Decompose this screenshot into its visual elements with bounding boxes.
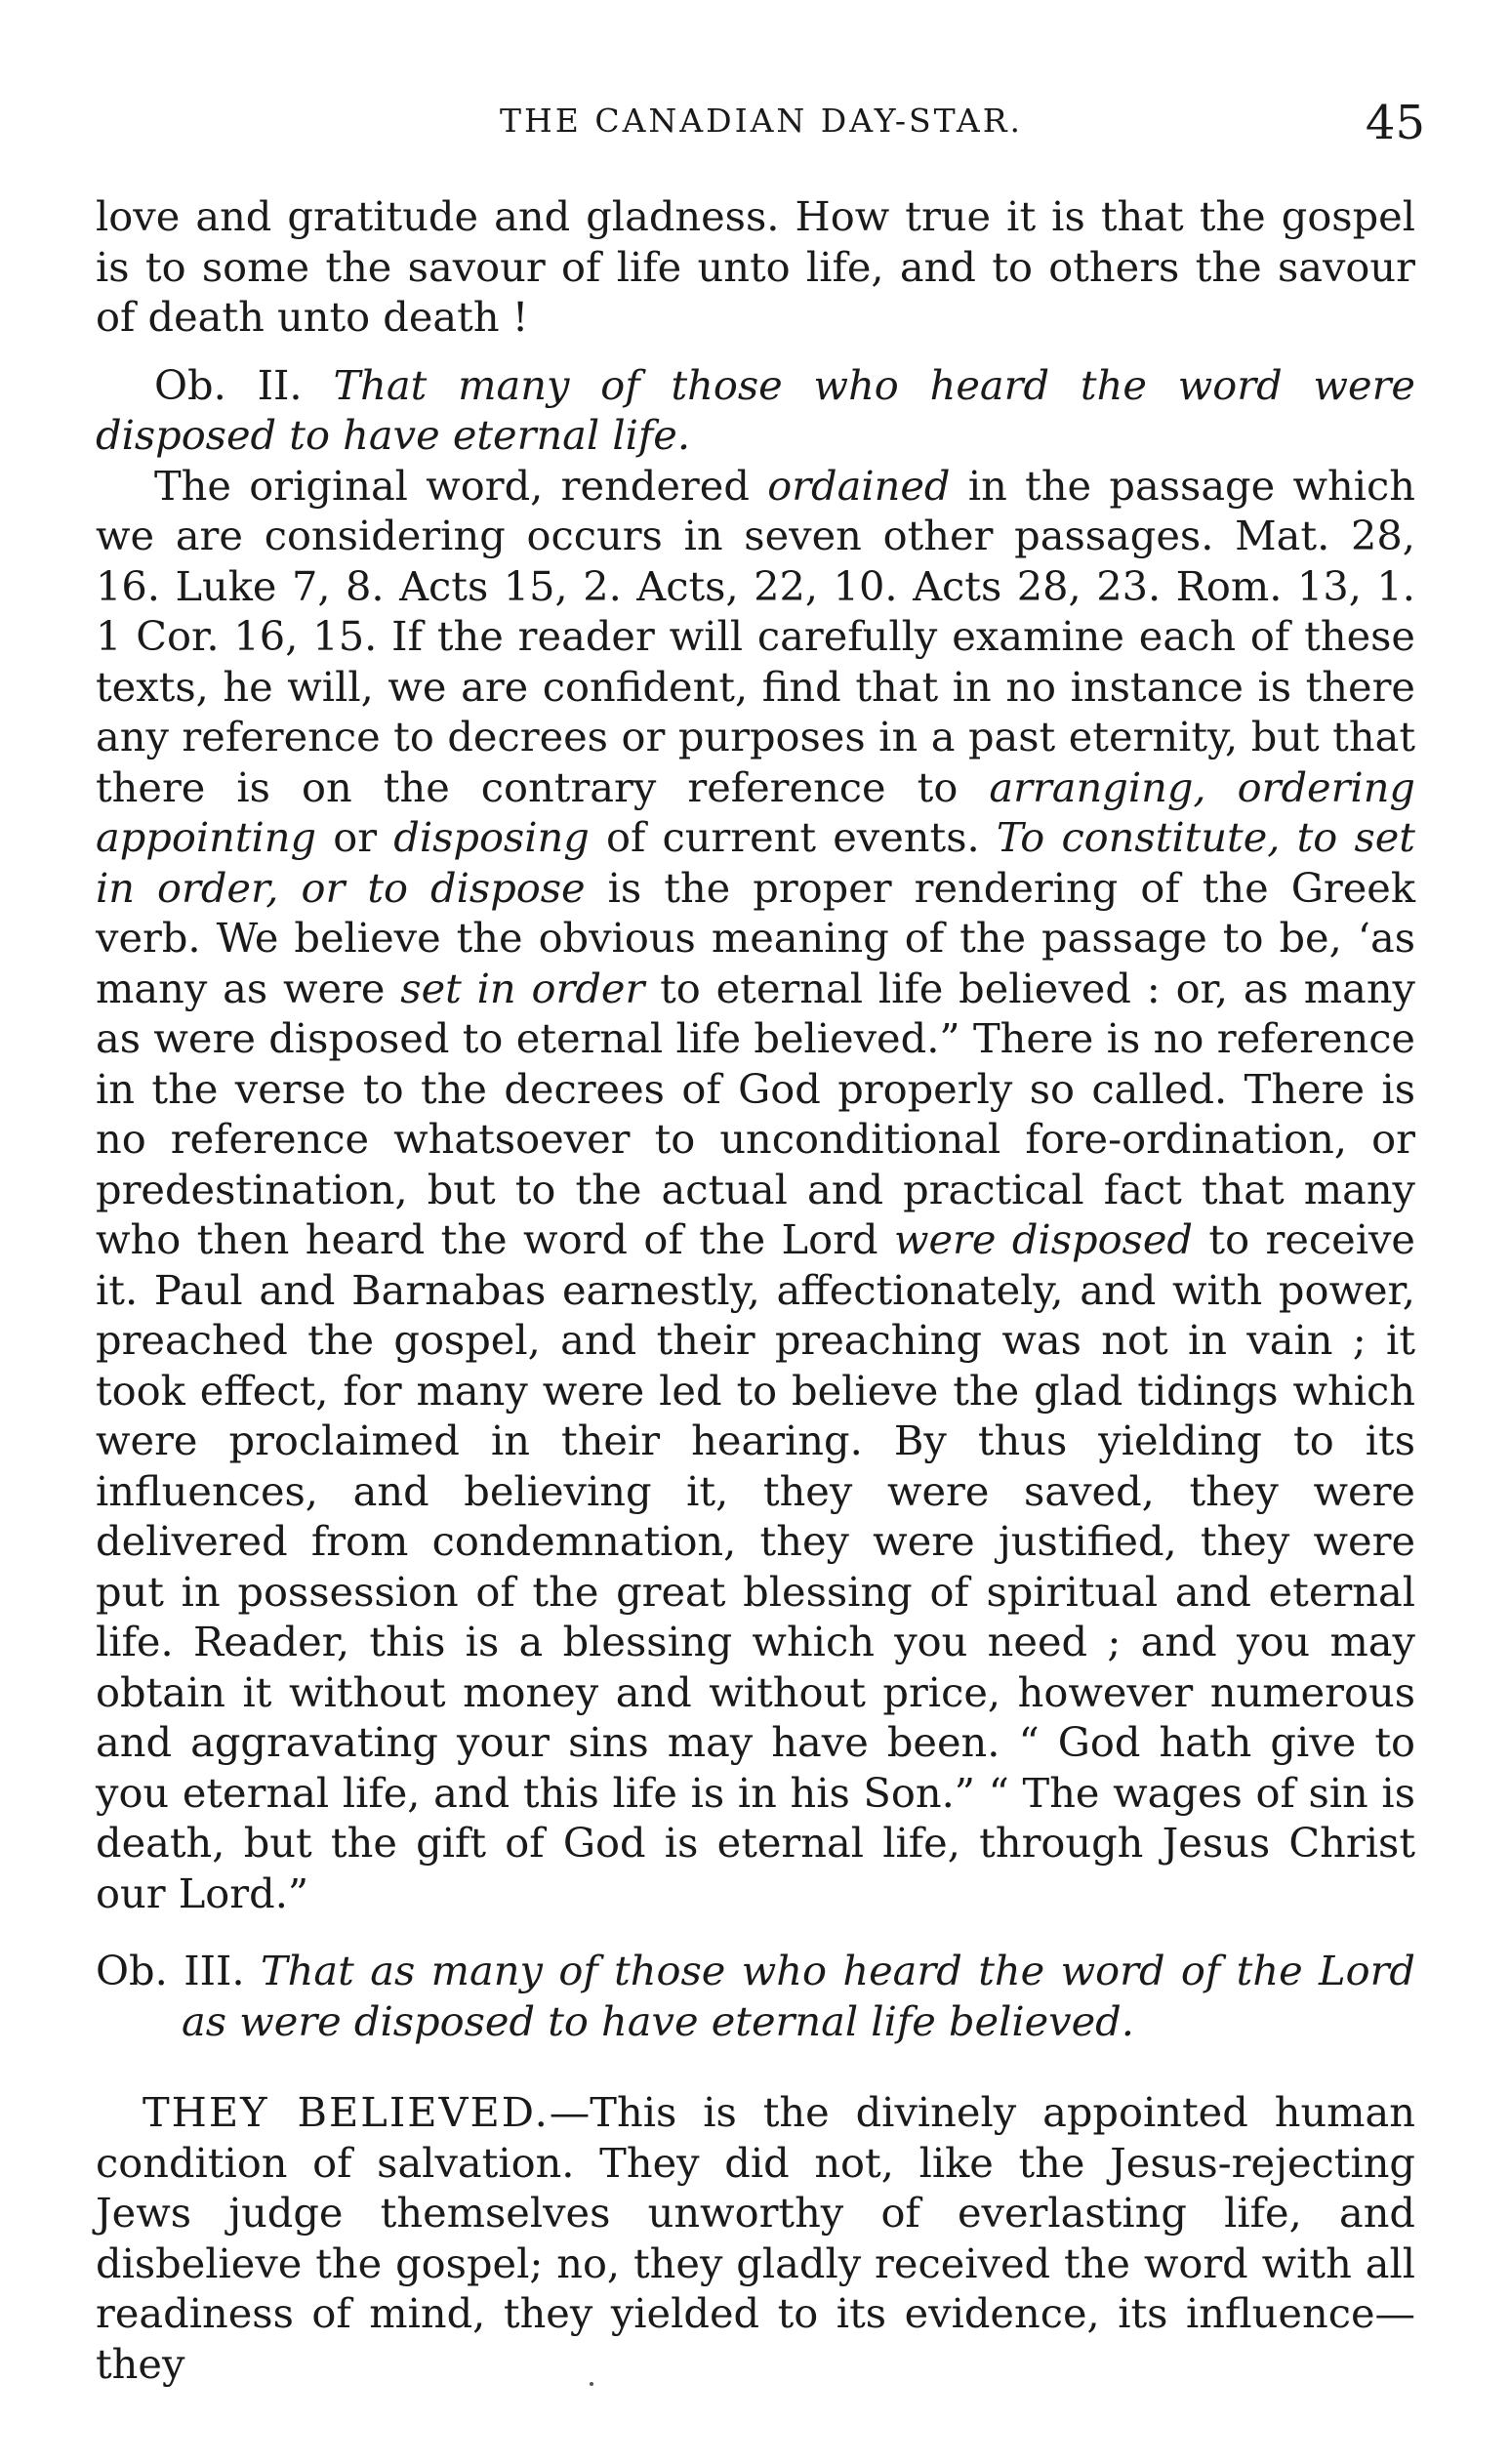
p3-disposing: disposing [393, 813, 590, 861]
paragraph-1-text: love and gratitude and gladness. How true it is that the gospel is to some the savour of life unto life, and to others the savour of death unto death ! [96, 192, 1415, 341]
observation-2 [96, 360, 1415, 461]
running-title: THE CANADIAN DAY-STAR. [499, 102, 1024, 140]
page-header [98, 96, 1425, 154]
paragraph-3 [96, 461, 1415, 1919]
p3-part-c: of current events. [605, 813, 980, 861]
observation-3-text: That as many of those who heard the word of the Lord as were disposed to have eternal life believed. [182, 1947, 1415, 2045]
they-believed-paragraph [96, 2087, 1415, 2389]
print-speck [590, 2382, 593, 2386]
page-body [96, 191, 1415, 2389]
p3-or: or [333, 813, 378, 861]
p3-part-a: The original word, rendered [154, 461, 750, 510]
p3-set-in-order: set in order [400, 964, 645, 1012]
p3-part-b: in the passage which we are considering occurs in seven other passages. Mat. 28, 16. Luke 7, 8. Acts 15, 2. Acts, 22, 10. Acts 28, 23. Rom. 13, 1. 1 Cor. 16, 15. If the reader will carefully examine each of these texts, he will, we are confident, find that in no instance is there any reference to decrees or purposes in a past eternity, but that there is on the contrary reference to [96, 461, 1415, 811]
page-number: 45 [1365, 96, 1425, 150]
p3-constitute: To constitute, to set in order, or to dispose [96, 813, 1415, 912]
observation-2-label: Ob. II. [154, 360, 303, 409]
observation-2-text: That many of those who heard the word were disposed to have eternal life. [96, 360, 1415, 459]
they-believed-lead: THEY BELIEVED. [143, 2088, 550, 2136]
p3-arranging: arranging, ordering appointing [96, 762, 1415, 861]
p3-part-e: to eternal life believed : or, as many as were disposed to eternal life believed.” There is no reference in the verse to the decrees of God properly so called. There is no reference whatsoever to unconditional fore-ordination, or predestination, but to the actual and practical fact that many who then heard the word of the Lord [96, 964, 1415, 1263]
they-believed-text: —This is the divinely appointed human condition of salvation. They did not, like the Jesus-rejecting Jews judge themselves unworthy of everlasting life, and disbelieve the gospel; no, they gladly received the word with all readiness of mind, they yielded to its evidence, its influence—they [96, 2088, 1415, 2388]
observation-3-label: Ob. III. [96, 1947, 245, 1994]
observation-3 [96, 1946, 1415, 2046]
p3-were-disposed: were disposed [893, 1215, 1193, 1263]
p3-part-d: is the proper rendering of the Greek verb. We believe the obvious meaning of the passage to be, ‘as many as were [96, 863, 1415, 1012]
p3-ordained: ordained [767, 461, 951, 510]
p3-part-f: to receive it. Paul and Barnabas earnestly, affectionately, and with power, preached the gospel, and their preaching was not in vain ; it took effect, for many were led to believe the glad tidings which were proclaimed in their hearing. By thus yielding to its influences, and believing it, they were saved, they were delivered from condemnation, they were justified, they were put in possession of the great blessing of spiritual and eternal life. Reader, this is a blessing which you need ; and you may obtain it without money and without price, however numerous and aggravating your sins may have been. “ God hath give to you eternal life, and this life is in his Son.” “ The wages of sin is death, but the gift of God is eternal life, through Jesus Christ our Lord.” [96, 1215, 1415, 1917]
paragraph-1 [96, 191, 1415, 343]
